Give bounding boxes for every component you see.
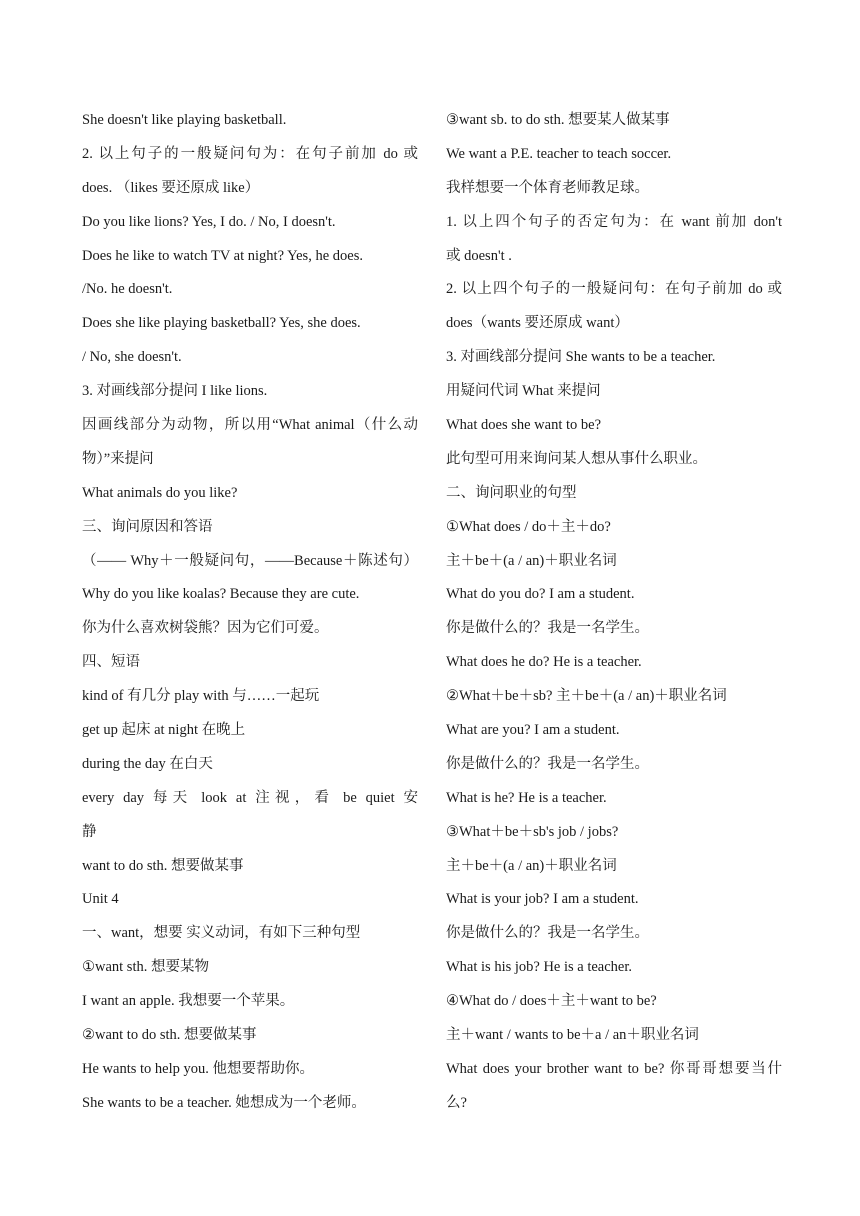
text-line: 2. 以上四个句子的一般疑问句：在句子前加 do 或	[446, 281, 782, 298]
text-line: 2. 以上句子的一般疑问句为：在句子前加 do 或	[82, 145, 418, 162]
text-line: What are you? I am a student.	[446, 722, 620, 739]
text-line: 用疑问代词 What 来提问	[446, 383, 601, 400]
text-line: 你是做什么的？我是一名学生。	[446, 620, 649, 637]
text-line: What is he? He is a teacher.	[446, 789, 607, 806]
text-line: 四、短语	[82, 654, 140, 671]
text-line: 3. 对画线部分提问 She wants to be a teacher.	[446, 349, 716, 366]
right-column	[446, 104, 782, 1121]
text-line: want to do sth. 想要做某事	[82, 857, 244, 874]
text-line: What does he do? He is a teacher.	[446, 654, 642, 671]
text-line: /No. he doesn't.	[82, 281, 173, 298]
text-line: get up 起床 at night 在晚上	[82, 722, 246, 739]
text-line: does（wants 要还原成 want）	[446, 315, 629, 332]
left-column	[82, 104, 418, 1121]
text-line: 或 doesn't .	[446, 247, 512, 264]
text-line: 你为什么喜欢树袋熊？因为它们可爱。	[82, 620, 329, 637]
text-line: Does he like to watch TV at night? Yes, he does.	[82, 247, 363, 264]
text-line: Do you like lions? Yes, I do. / No, I doesn't.	[82, 213, 336, 230]
text-line: （—— Why＋一般疑问句，——Because＋陈述句）	[82, 552, 418, 569]
text-line: 主＋be＋(a / an)＋职业名词	[446, 552, 617, 569]
text-line: I want an apple. 我想要一个苹果。	[82, 993, 295, 1010]
text-line: ③want sb. to do sth. 想要某人做某事	[446, 112, 670, 128]
text-line: 我样想要一个体育老师教足球。	[446, 179, 649, 196]
text-line: What is your job? I am a student.	[446, 891, 639, 908]
text-line: ②What＋be＋sb? 主＋be＋(a / an)＋职业名词	[446, 688, 727, 705]
text-line: / No, she doesn't.	[82, 349, 182, 366]
text-line: 此句型可用来询问某人想从事什么职业。	[446, 450, 707, 467]
text-line: 主＋want / wants to be＋a / an＋职业名词	[446, 1027, 699, 1044]
text-line: What does your brother want to be? 你哥哥想要当什	[446, 1060, 782, 1077]
text-line: 静	[82, 823, 97, 840]
text-line: What does she want to be?	[446, 417, 602, 434]
text-line: ③What＋be＋sb's job / jobs?	[446, 823, 619, 840]
text-line: 一、want，想要 实义动词，有如下三种句型	[82, 925, 361, 942]
text-line: 二、询问职业的句型	[446, 484, 577, 501]
text-line: Why do you like koalas? Because they are cute.	[82, 586, 360, 603]
text-line: 三、询问原因和答语	[82, 518, 213, 535]
text-line: She wants to be a teacher. 她想成为一个老师。	[82, 1094, 366, 1111]
text-line: What is his job? He is a teacher.	[446, 959, 633, 976]
text-line: ④What do / does＋主＋want to be?	[446, 993, 657, 1010]
text-line: 3. 对画线部分提问 I like lions.	[82, 383, 268, 400]
text-line: She doesn't like playing basketball.	[82, 112, 287, 128]
text-line: during the day 在白天	[82, 755, 213, 772]
text-line: Unit 4	[82, 891, 119, 908]
text-line: What animals do you like?	[82, 484, 238, 501]
text-line: He wants to help you. 他想要帮助你。	[82, 1060, 314, 1077]
text-line: What do you do? I am a student.	[446, 586, 635, 603]
text-line: ①What does / do＋主＋do?	[446, 518, 611, 535]
text-line: ②want to do sth. 想要做某事	[82, 1027, 257, 1044]
text-line: We want a P.E. teacher to teach soccer.	[446, 145, 672, 162]
text-line: ①want sth. 想要某物	[82, 959, 209, 976]
text-line: kind of 有几分 play with 与……一起玩	[82, 688, 320, 705]
text-line: 因画线部分为动物，所以用“What animal（什么动	[82, 417, 418, 434]
text-line: 主＋be＋(a / an)＋职业名词	[446, 857, 617, 874]
text-line: 物）”来提问	[82, 450, 154, 467]
text-line: every day 每天 look at 注视，看 be quiet 安	[82, 789, 418, 806]
text-line: 么?	[446, 1094, 467, 1111]
text-line: does. （likes 要还原成 like）	[82, 179, 260, 196]
text-line: 你是做什么的？我是一名学生。	[446, 925, 649, 942]
text-line: Does she like playing basketball? Yes, she does.	[82, 315, 361, 332]
text-line: 1. 以上四个句子的否定句为：在 want 前加 don't	[446, 213, 782, 230]
text-line: 你是做什么的？我是一名学生。	[446, 755, 649, 772]
